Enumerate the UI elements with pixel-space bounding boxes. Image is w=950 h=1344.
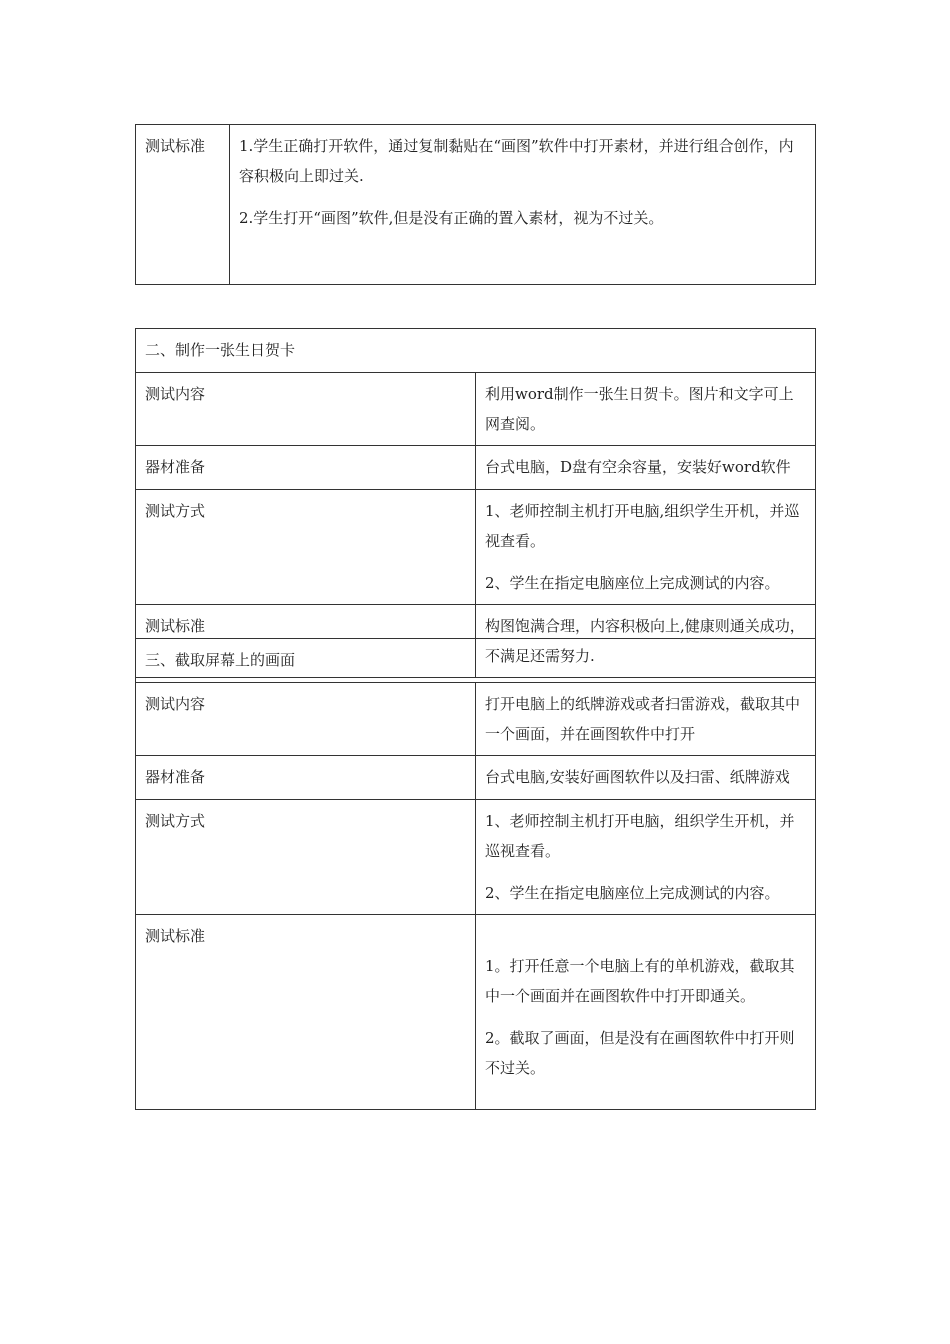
method-cell xyxy=(476,490,816,605)
method-line-1: 1、老师控制主机打开电脑，组织学生开机，并巡视查看。 xyxy=(485,812,795,860)
table-row xyxy=(136,639,816,683)
equipment-value: 台式电脑,安装好画图软件以及扫雷、纸牌游戏 xyxy=(476,756,816,800)
table-row xyxy=(136,800,816,915)
method-line-1: 1、老师控制主机打开电脑,组织学生开机，并巡视查看。 xyxy=(485,502,800,550)
table-row xyxy=(136,915,816,1110)
table-row xyxy=(136,756,816,800)
criteria-label: 测试标准 xyxy=(136,125,230,285)
table-row xyxy=(136,125,816,285)
table-row xyxy=(136,373,816,446)
criteria-label: 测试标准 xyxy=(136,605,476,678)
content-label: 测试内容 xyxy=(136,683,476,756)
table-1 xyxy=(135,124,816,285)
criteria-line-1: 1。打开任意一个电脑上有的单机游戏，截取其中一个画面并在画图软件中打开即通关。 xyxy=(485,957,795,1005)
table-3 xyxy=(135,638,816,1110)
criteria-line-2: 2。截取了画面，但是没有在画图软件中打开则不过关。 xyxy=(485,1029,795,1077)
table-2 xyxy=(135,328,816,678)
criteria-label: 测试标准 xyxy=(136,915,476,1110)
criteria-line-1: 1.学生正确打开软件，通过复制黏贴在“画图”软件中打开素材，并进行组合创作，内容积极向上即过关. xyxy=(239,137,794,185)
content-label: 测试内容 xyxy=(136,373,476,446)
equipment-label: 器材准备 xyxy=(136,756,476,800)
method-line-2: 2、学生在指定电脑座位上完成测试的内容。 xyxy=(485,884,780,902)
content-value: 打开电脑上的纸牌游戏或者扫雷游戏，截取其中一个画面，并在画图软件中打开 xyxy=(476,683,816,756)
criteria-line-2: 2.学生打开“画图”软件,但是没有正确的置入素材，视为不过关。 xyxy=(239,209,664,227)
equipment-value: 台式电脑，D盘有空余容量，安装好word软件 xyxy=(476,446,816,490)
criteria-cell xyxy=(476,915,816,1110)
table-row xyxy=(136,446,816,490)
table-row xyxy=(136,490,816,605)
method-cell xyxy=(476,800,816,915)
table-row xyxy=(136,683,816,756)
method-label: 测试方式 xyxy=(136,490,476,605)
equipment-label: 器材准备 xyxy=(136,446,476,490)
content-value: 利用word制作一张生日贺卡。图片和文字可上网查阅。 xyxy=(476,373,816,446)
criteria-cell xyxy=(230,125,816,285)
table-row xyxy=(136,329,816,373)
criteria-value: 构图饱满合理，内容积极向上,健康则通关成功，不满足还需努力. xyxy=(476,605,816,678)
section-title: 二、制作一张生日贺卡 xyxy=(136,329,816,373)
method-label: 测试方式 xyxy=(136,800,476,915)
section-title: 三、截取屏幕上的画面 xyxy=(136,639,816,683)
method-line-2: 2、学生在指定电脑座位上完成测试的内容。 xyxy=(485,574,780,592)
